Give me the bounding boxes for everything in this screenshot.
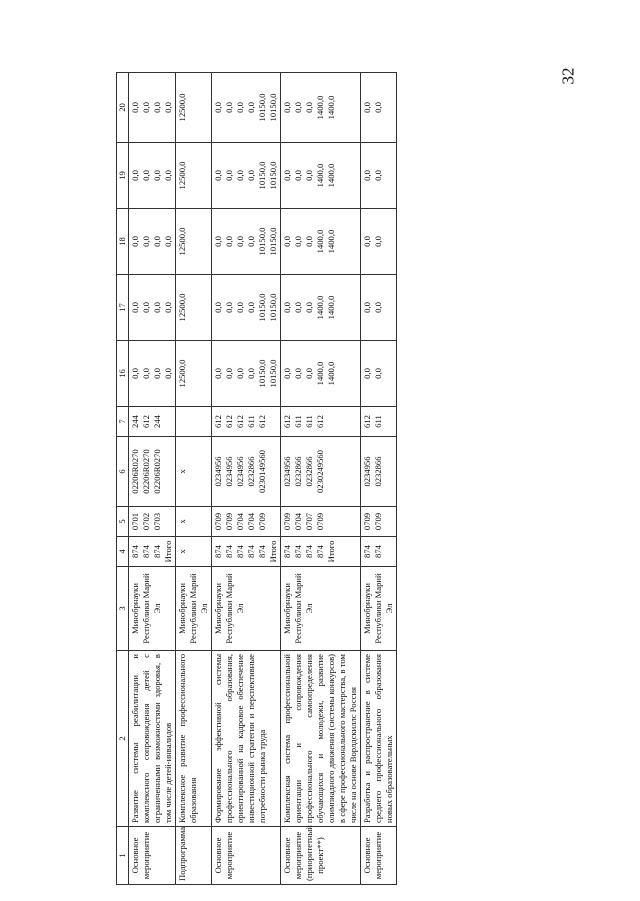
cell-value: 10150,0: [268, 93, 278, 122]
cell-value: 0,0: [293, 170, 303, 181]
cell-value: 0707: [304, 512, 314, 531]
cell-value: 0,0: [304, 368, 314, 379]
cell-value: 244: [152, 415, 162, 428]
cell-value: 0709: [282, 512, 292, 531]
cell-value: 0709: [362, 512, 372, 531]
cell-value: 10150,0: [257, 93, 267, 122]
col-header: 19: [117, 143, 129, 209]
cell-value: 0,0: [362, 102, 372, 113]
executor-cell: Минобрнауки Республики Марий Эл: [361, 567, 397, 651]
cell-value: 10150,0: [268, 161, 278, 190]
cell-value: [326, 510, 337, 533]
cell-value: 0230249560: [315, 450, 325, 493]
section-code-cell: [361, 507, 397, 537]
value-2017-cell: [212, 275, 281, 341]
value-2019-cell: [281, 143, 361, 209]
cell-value: 0,0: [163, 170, 173, 181]
cell-value: 0709: [224, 512, 234, 531]
cell-value: 0709: [373, 512, 383, 531]
cell-value: 611: [293, 415, 303, 428]
cell-value: 0703: [152, 512, 162, 531]
cell-value: 0,0: [246, 102, 256, 113]
cell-value: 0,0: [213, 302, 223, 313]
value-2020-cell: [361, 73, 397, 143]
cell-value: 0,0: [246, 302, 256, 313]
cell-value: 12500,0: [177, 227, 187, 256]
col-header: 7: [117, 407, 129, 437]
cell-value: 10150,0: [257, 227, 267, 256]
cell-value: 0,0: [282, 302, 292, 313]
cell-value: 0,0: [213, 368, 223, 379]
cell-value: 0,0: [304, 102, 314, 113]
executor-cell: Минобрнауки Республики Марий Эл: [212, 567, 281, 651]
name-cell: Разработка и распространение в системе среднего профессионального образования новых образовательных: [361, 651, 397, 827]
rotated-table-container: [116, 73, 594, 885]
cell-value: 0704: [293, 512, 303, 531]
table-row: [212, 73, 281, 885]
cell-value: [163, 440, 174, 503]
cell-value: 10150,0: [257, 161, 267, 190]
value-2018-cell: [361, 209, 397, 275]
cell-value: 0,0: [224, 236, 234, 247]
cell-value: 611: [373, 415, 383, 428]
cell-value: 1400,0: [315, 229, 325, 254]
cell-value: 612: [224, 415, 234, 428]
cell-value: 0,0: [282, 170, 292, 181]
cell-value: 874: [293, 545, 303, 558]
col-header: 1: [117, 827, 129, 885]
cell-value: 0,0: [362, 236, 372, 247]
expense-code-cell: [281, 407, 361, 437]
cell-value: 0,0: [373, 170, 383, 181]
cell-value: 02206R0270: [152, 449, 162, 494]
cell-value: 611: [246, 415, 256, 428]
cell-value: Итого: [326, 540, 336, 563]
cell-value: 0,0: [235, 302, 245, 313]
target-code-cell: [361, 437, 397, 507]
gr-code-cell: [212, 537, 281, 567]
section-code-cell: [212, 507, 281, 537]
cell-value: 0704: [235, 512, 245, 531]
cell-value: 0,0: [141, 302, 151, 313]
value-2017-cell: [281, 275, 361, 341]
status-cell: Основное мероприятие: [129, 827, 176, 885]
cell-value: 612: [213, 415, 223, 428]
cell-value: 02206R0270: [130, 449, 140, 494]
cell-value: 0702: [141, 512, 151, 531]
gr-code-cell: [361, 537, 397, 567]
value-2020-cell: [176, 73, 212, 143]
cell-value: 0234956: [282, 456, 292, 487]
cell-value: 0,0: [293, 102, 303, 113]
cell-value: 0,0: [163, 236, 173, 247]
cell-value: 0,0: [152, 302, 162, 313]
cell-value: 10150,0: [268, 293, 278, 322]
target-code-cell: [129, 437, 176, 507]
target-code-cell: [281, 437, 361, 507]
value-2019-cell: [129, 143, 176, 209]
cell-value: [163, 410, 174, 433]
cell-value: 874: [213, 545, 223, 558]
cell-value: 874: [152, 545, 162, 558]
table-row: [361, 73, 397, 885]
col-header: 2: [117, 651, 129, 827]
cell-value: 0709: [315, 512, 325, 531]
value-2018-cell: [212, 209, 281, 275]
cell-value: 10150,0: [268, 227, 278, 256]
cell-value: [268, 410, 279, 433]
cell-value: 0,0: [373, 368, 383, 379]
cell-value: 611: [304, 415, 314, 428]
col-header: 3: [117, 567, 129, 651]
cell-value: 02206R0270: [141, 449, 151, 494]
cell-value: 0,0: [224, 170, 234, 181]
cell-value: 612: [141, 415, 151, 428]
value-2018-cell: [281, 209, 361, 275]
budget-table: [116, 72, 397, 885]
cell-value: 0,0: [246, 170, 256, 181]
cell-value: 0,0: [373, 302, 383, 313]
value-2020-cell: [212, 73, 281, 143]
cell-value: 10150,0: [257, 359, 267, 388]
table-row: [129, 73, 176, 885]
gr-code-cell: [129, 537, 176, 567]
cell-value: 1400,0: [315, 95, 325, 120]
target-code-cell: [212, 437, 281, 507]
value-2020-cell: [129, 73, 176, 143]
cell-value: 0234956: [362, 456, 372, 487]
cell-value: [163, 510, 174, 533]
cell-value: 0701: [130, 512, 140, 531]
cell-value: 0232866: [304, 456, 314, 487]
cell-value: 12500,0: [177, 93, 187, 122]
cell-value: 0,0: [235, 368, 245, 379]
executor-cell: Минобрнауки Республики Марий Эл: [281, 567, 361, 651]
cell-value: 10150,0: [268, 359, 278, 388]
cell-value: 0,0: [235, 102, 245, 113]
cell-value: 1400,0: [315, 361, 325, 386]
cell-value: 0,0: [304, 236, 314, 247]
value-2016-cell: [361, 341, 397, 407]
cell-value: 0,0: [141, 102, 151, 113]
expense-code-cell: [129, 407, 176, 437]
cell-value: 1400,0: [315, 163, 325, 188]
status-cell: Основное мероприятие (приоритетный проект**): [281, 827, 361, 885]
cell-value: 0,0: [224, 302, 234, 313]
cell-value: 874: [282, 545, 292, 558]
cell-value: 0232866: [373, 456, 383, 487]
cell-value: 0,0: [141, 170, 151, 181]
value-2019-cell: [212, 143, 281, 209]
col-header: 18: [117, 209, 129, 275]
cell-value: 1400,0: [326, 229, 336, 254]
cell-value: 0,0: [130, 102, 140, 113]
status-cell: Основное мероприятие: [212, 827, 281, 885]
cell-value: 0709: [213, 512, 223, 531]
cell-value: 0709: [257, 512, 267, 531]
cell-value: 0,0: [130, 368, 140, 379]
cell-value: 874: [257, 545, 267, 558]
cell-value: 0232866: [246, 456, 256, 487]
cell-value: 612: [315, 415, 325, 428]
cell-value: 612: [362, 415, 372, 428]
executor-cell: Минобрнауки Республики Марий Эл: [176, 567, 212, 651]
cell-value: 0,0: [141, 368, 151, 379]
cell-value: 874: [141, 545, 151, 558]
name-cell: Комплексная система профессиональной ориентации и сопровождения профессионального самоопределения обучающихся и молодежи, развитие олимпиадного движения (системы конкурсов) в сфере профессионального мастерства, в том числе на основе Ворлдскиллс Россия: [281, 651, 361, 827]
cell-value: [177, 410, 188, 433]
cell-value: 0,0: [141, 236, 151, 247]
cell-value: 0,0: [224, 102, 234, 113]
cell-value: 0,0: [362, 302, 372, 313]
page-number: 32: [558, 67, 578, 85]
cell-value: 1400,0: [326, 295, 336, 320]
cell-value: 12500,0: [177, 293, 187, 322]
value-2018-cell: [129, 209, 176, 275]
value-2020-cell: [281, 73, 361, 143]
value-2018-cell: [176, 209, 212, 275]
cell-value: 612: [235, 415, 245, 428]
cell-value: 0,0: [293, 302, 303, 313]
cell-value: 612: [257, 415, 267, 428]
cell-value: х: [177, 519, 187, 524]
cell-value: 0,0: [130, 170, 140, 181]
cell-value: х: [177, 469, 187, 474]
cell-value: 0704: [246, 512, 256, 531]
cell-value: 874: [304, 545, 314, 558]
value-2019-cell: [361, 143, 397, 209]
cell-value: 0230149560: [257, 450, 267, 493]
cell-value: 244: [130, 415, 140, 428]
section-code-cell: [176, 507, 212, 537]
expense-code-cell: [176, 407, 212, 437]
cell-value: 0,0: [373, 236, 383, 247]
cell-value: 10150,0: [257, 293, 267, 322]
cell-value: 874: [373, 545, 383, 558]
value-2016-cell: [176, 341, 212, 407]
cell-value: 0,0: [213, 102, 223, 113]
cell-value: 0,0: [362, 170, 372, 181]
cell-value: 1400,0: [326, 361, 336, 386]
cell-value: 0,0: [282, 236, 292, 247]
col-header: 6: [117, 437, 129, 507]
cell-value: 0,0: [224, 368, 234, 379]
cell-value: 0,0: [282, 368, 292, 379]
value-2019-cell: [176, 143, 212, 209]
value-2016-cell: [212, 341, 281, 407]
cell-value: 874: [224, 545, 234, 558]
cell-value: 0,0: [152, 368, 162, 379]
cell-value: [326, 440, 337, 503]
cell-value: 0,0: [246, 368, 256, 379]
gr-code-cell: [281, 537, 361, 567]
cell-value: Итого: [163, 540, 173, 563]
cell-value: 0,0: [152, 170, 162, 181]
cell-value: 0,0: [235, 236, 245, 247]
col-header: 4: [117, 537, 129, 567]
value-2017-cell: [129, 275, 176, 341]
gr-code-cell: [176, 537, 212, 567]
cell-value: х: [177, 549, 187, 554]
cell-value: 0,0: [152, 236, 162, 247]
cell-value: 0234956: [213, 456, 223, 487]
executor-cell: Минобрнауки Республики Марий Эл: [129, 567, 176, 651]
section-code-cell: [129, 507, 176, 537]
cell-value: 612: [282, 415, 292, 428]
cell-value: 874: [235, 545, 245, 558]
cell-value: 0234956: [235, 456, 245, 487]
cell-value: 0,0: [163, 368, 173, 379]
target-code-cell: [176, 437, 212, 507]
cell-value: 0,0: [304, 170, 314, 181]
cell-value: 0,0: [213, 236, 223, 247]
cell-value: [268, 440, 279, 503]
cell-value: 874: [315, 545, 325, 558]
col-header: 17: [117, 275, 129, 341]
value-2017-cell: [361, 275, 397, 341]
name-cell: Комплексное развитие профессионального образования: [176, 651, 212, 827]
cell-value: 0,0: [282, 102, 292, 113]
cell-value: 0232866: [293, 456, 303, 487]
cell-value: 0,0: [213, 170, 223, 181]
cell-value: 0,0: [293, 236, 303, 247]
col-header: 16: [117, 341, 129, 407]
table-row: [176, 73, 212, 885]
cell-value: 0234956: [224, 456, 234, 487]
cell-value: 1400,0: [315, 295, 325, 320]
table-row: [281, 73, 361, 885]
cell-value: 0,0: [304, 302, 314, 313]
cell-value: 874: [246, 545, 256, 558]
cell-value: 0,0: [235, 170, 245, 181]
cell-value: 1400,0: [326, 163, 336, 188]
cell-value: 0,0: [130, 236, 140, 247]
cell-value: 874: [362, 545, 372, 558]
value-2017-cell: [176, 275, 212, 341]
value-2016-cell: [129, 341, 176, 407]
status-cell: Подпрограмма: [176, 827, 212, 885]
cell-value: 0,0: [152, 102, 162, 113]
col-header: 5: [117, 507, 129, 537]
cell-value: 0,0: [163, 302, 173, 313]
expense-code-cell: [361, 407, 397, 437]
cell-value: 0,0: [246, 236, 256, 247]
expense-code-cell: [212, 407, 281, 437]
value-2016-cell: [281, 341, 361, 407]
cell-value: Итого: [268, 540, 278, 563]
section-code-cell: [281, 507, 361, 537]
cell-value: 0,0: [130, 302, 140, 313]
cell-value: 0,0: [373, 102, 383, 113]
name-cell: Формирование эффективной системы профессионального образования, ориентированной на кадровое обеспечение инвестиционной стратегии и перспективные потребности рынка труда: [212, 651, 281, 827]
cell-value: 0,0: [362, 368, 372, 379]
cell-value: 12500,0: [177, 359, 187, 388]
cell-value: [326, 410, 337, 433]
col-header: 20: [117, 73, 129, 143]
header-row: [117, 73, 129, 885]
cell-value: 0,0: [163, 102, 173, 113]
cell-value: 12500,0: [177, 161, 187, 190]
name-cell: Развитие системы реабилитации и комплексного сопровождения детей с ограниченными возможностями здоровья, в том числе детей-инвалидов: [129, 651, 176, 827]
cell-value: 1400,0: [326, 95, 336, 120]
cell-value: [268, 510, 279, 533]
cell-value: 0,0: [293, 368, 303, 379]
status-cell: Основное мероприятие: [361, 827, 397, 885]
cell-value: 874: [130, 545, 140, 558]
